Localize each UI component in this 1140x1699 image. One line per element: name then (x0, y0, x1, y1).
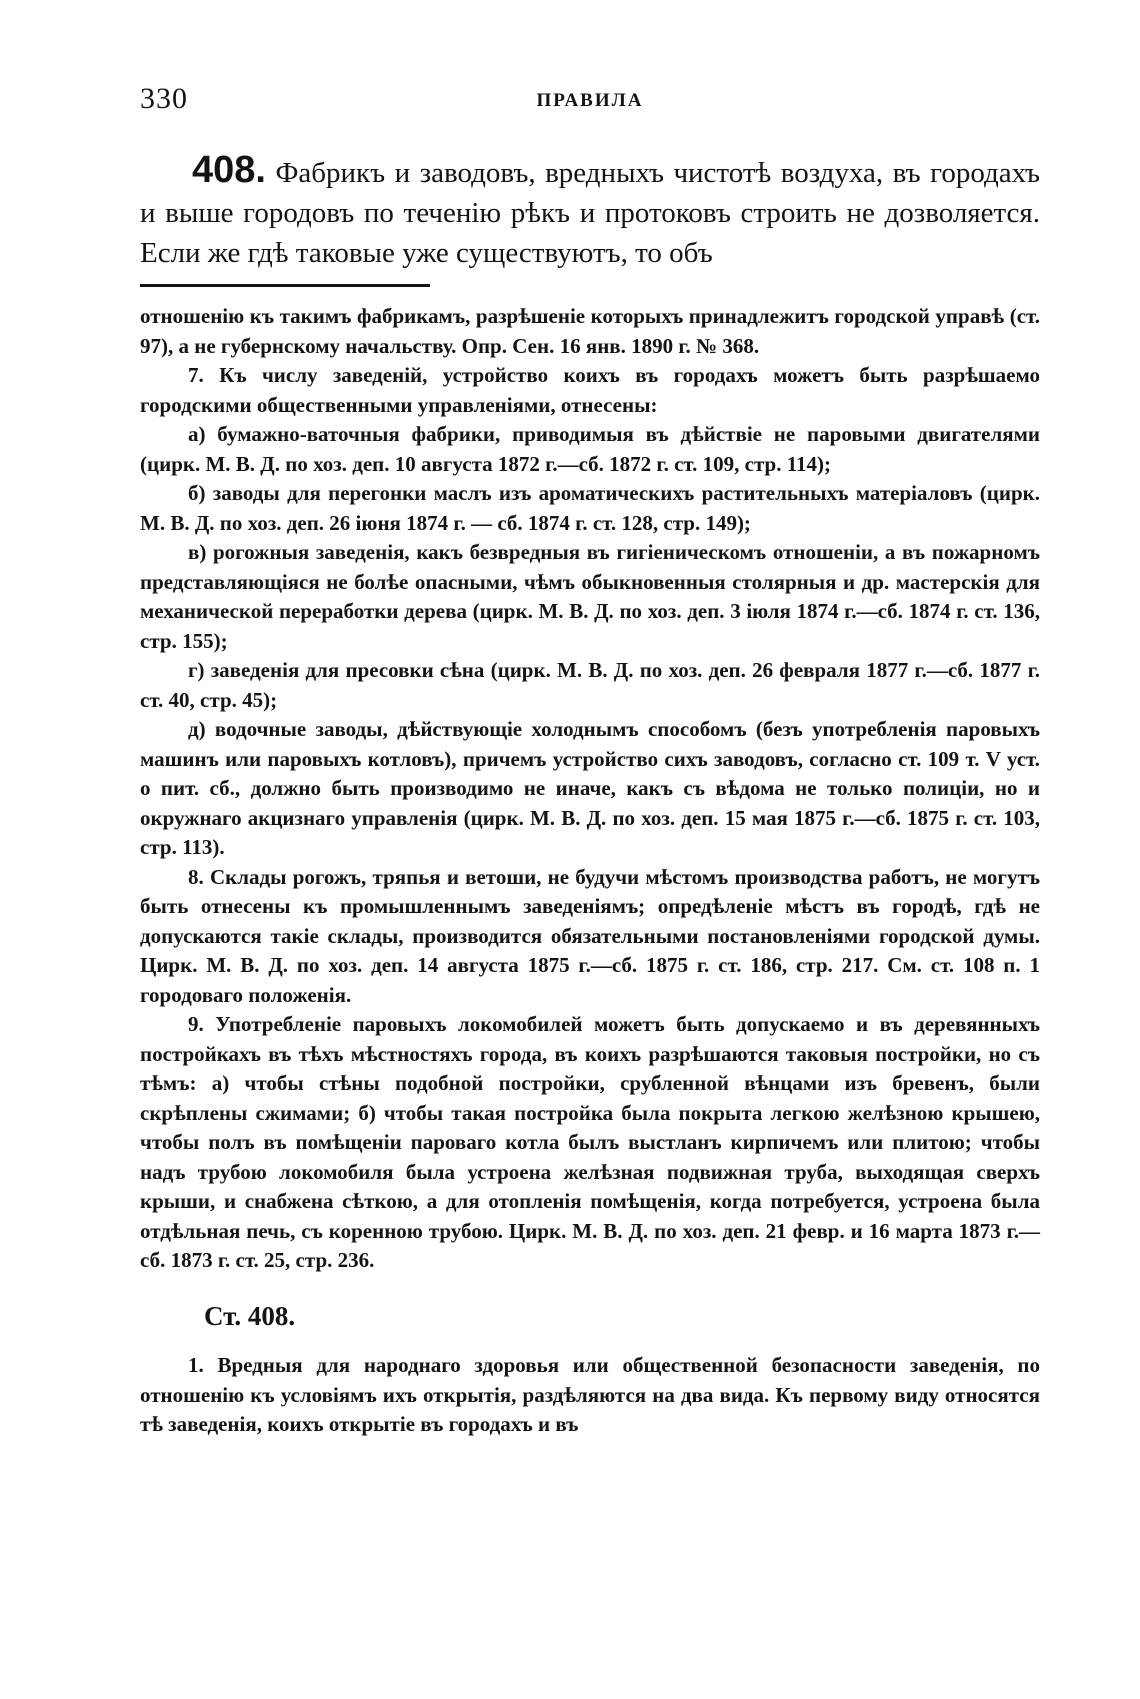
section-heading: Ст. 408. (204, 1300, 296, 1331)
article-number: 408. (192, 149, 266, 191)
note-paragraph: 7. Къ числу заведеній, устройство коихъ въ городахъ можетъ быть разрѣшаемо городскими общественными управленіями, отнесены: (140, 363, 1040, 417)
note-item: в) рогожныя заведенія, какъ безвредныя въ гигіеническомъ отношеніи, а въ пожарномъ представляющіяся не болѣе опасными, чѣмъ обыкновенныя столярныя и др. мастерскія для механической переработки дерева (цирк. М. В. Д. по хоз. деп. 3 іюля 1874 г.—сб. 1874 г. ст. 136, стр. 155); (140, 540, 1040, 653)
notes-section (140, 302, 1040, 1440)
note-item: б) заводы для перегонки маслъ изъ ароматическихъ растительныхъ матеріаловъ (цирк. М. В. Д. по хоз. деп. 26 іюня 1874 г. — сб. 1874 г. ст. 128, стр. 149); (140, 481, 1040, 535)
note-paragraph: 8. Склады рогожъ, тряпья и ветоши, не будучи мѣстомъ производства работъ, не могутъ быть отнесены къ промышленнымъ заведеніямъ; опредѣленіе мѣстъ въ городѣ, гдѣ не допускаются такіе склады, производится обязательными постановленіями городской думы. Цирк. М. В. Д. по хоз. деп. 14 августа 1875 г.—сб. 1875 г. ст. 186, стр. 217. См. ст. 108 п. 1 городоваго положенія. (140, 864, 1040, 1007)
article-text (140, 150, 1040, 273)
note-paragraph: 9. Употребленіе паровыхъ локомобилей можетъ быть допускаемо и въ деревянныхъ постройкахъ въ тѣхъ мѣстностяхъ города, въ коихъ разрѣшаются таковыя постройки, но съ тѣмъ: а) чтобы стѣны подобной постройки, срубленной вѣнцами изъ бревенъ, были скрѣплены сжимами; б) чтобы такая постройка была покрыта легкою желѣзною крышею, чтобы полъ въ помѣщеніи пароваго котла былъ выстланъ кирпичемъ или плитою; чтобы надъ трубою локомобиля была устроена желѣзная подвижная труба, выходящая сверхъ крыши, и снабжена сѣткою, а для отопленія помѣщенія, когда потребуется, устроена была отдѣльная печь, съ коренною трубою. Цирк. М. В. Д. по хоз. деп. 21 февр. и 16 марта 1873 г.—сб. 1873 г. ст. 25, стр. 236. (140, 1012, 1040, 1272)
footnote-divider (140, 284, 430, 287)
page-header (140, 82, 1040, 122)
section-paragraph: 1. Вредныя для народнаго здоровья или общественной безопасности заведенія, по отношенію къ условіямъ ихъ открытія, раздѣляются на два вида. Къ первому виду относятся тѣ заведенія, коихъ открытіе въ городахъ и въ (140, 1353, 1040, 1436)
note-item: г) заведенія для пресовки сѣна (цирк. М. В. Д. по хоз. деп. 26 февраля 1877 г.—сб. 1877 г. ст. 40, стр. 45); (140, 658, 1040, 712)
note-item: д) водочные заводы, дѣйствующіе холоднымъ способомъ (безъ употребленія паровыхъ машинъ или паровыхъ котловъ), причемъ устройство сихъ заводовъ, согласно ст. 109 т. V уст. о пит. сб., должно быть производимо не иначе, какъ съ вѣдома не только полиціи, но и окружнаго акцизнаго управленія (цирк. М. В. Д. по хоз. деп. 15 мая 1875 г.—сб. 1875 г. ст. 103, стр. 113). (140, 717, 1040, 859)
note-item: а) бумажно-ваточныя фабрики, приводимыя въ дѣйствіе не паровыми двигателями (цирк. М. В. Д. по хоз. деп. 10 августа 1872 г.—сб. 1872 г. ст. 109, стр. 114); (140, 422, 1040, 476)
article-body: Фабрикъ и заводовъ, вредныхъ чистотѣ воздуха, въ городахъ и выше городовъ по теченію рѣкъ и протоковъ строить не дозволяется. Если же гдѣ таковые уже существуютъ, то объ (140, 157, 1041, 269)
page-number: 330 (140, 82, 188, 115)
running-title: ПРАВИЛА (536, 90, 644, 111)
note-paragraph: отношенію къ такимъ фабрикамъ, разрѣшеніе которыхъ принадлежитъ городской управѣ (ст. 97), а не губернскому начальству. Опр. Сен. 16 янв. 1890 г. № 368. (140, 304, 1040, 358)
